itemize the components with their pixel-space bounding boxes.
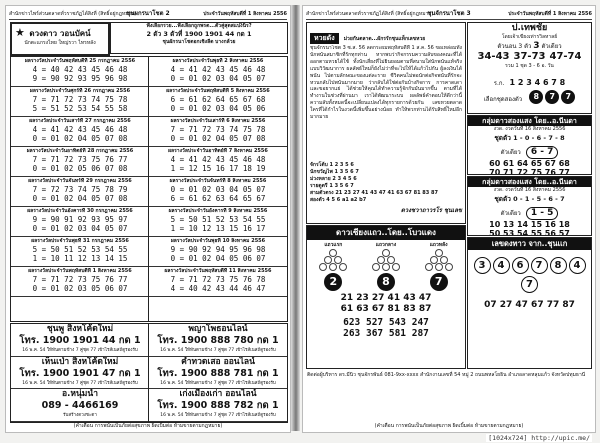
result-row: 9 = 90 92 94 95 96 98 (170, 245, 266, 254)
result-cell (149, 207, 287, 237)
pyramid-row (371, 249, 401, 256)
result-date: ผลรางวัลประจำวันพุธที่ 10 สิงหาคม 2556 (170, 238, 266, 244)
result-row: 4 = 41 42 43 45 46 48 (170, 65, 266, 74)
left-footer: (คำเตือน การพนันเป็นภัยต่อสุขภาพ ผิดเบิ้มต่อ ห้ามขายตามกฎหมาย) (73, 423, 223, 429)
result-row: 4 = 40 42 43 45 46 48 (32, 65, 128, 74)
result-row: 5 = 50 51 52 53 54 55 (32, 245, 128, 254)
number-ball: 8 (550, 257, 567, 274)
ball-pyramid (318, 249, 348, 270)
result-row: 7 = 71 72 73 75 76 77 (32, 275, 128, 284)
watermark: [1024x724] http://upic.me/ (488, 434, 590, 442)
result-cell (11, 267, 149, 297)
brand-sub: นักตะแกรงไทย ใหญ่รวา ไทรหลัง (24, 40, 96, 46)
tip2-number-row: 10 13 14 15 16 18 (489, 220, 570, 229)
results-column-right (148, 56, 288, 322)
newspaper-number: 37-73 (513, 51, 546, 62)
result-row: 0 = 01 02 04 05 07 08 (32, 194, 128, 203)
result-cell (149, 237, 287, 267)
newspaper-digits: 1 2 3 4 6 7 8 (509, 78, 566, 87)
pyramid-row (318, 263, 348, 270)
ad-block (149, 324, 287, 357)
newspaper-box (467, 22, 592, 114)
number-ball: 7 (430, 273, 448, 291)
left-page-header (9, 9, 287, 20)
right-header-left: สำนักข่าวไพร์ส่วนตลาดทั่วราชภัฏได้สิงที่ (สิทธิ์อยู่กฎหมาย) (306, 11, 434, 17)
article-result-line: สามตัวตรง 21 23 27 41 43 47 41 63 67 81 83 87 (310, 190, 438, 196)
number-ball: 8 (529, 90, 543, 104)
right-page-header (306, 9, 592, 20)
banner-number-row: 61 63 67 81 83 87 (340, 303, 432, 314)
banner-column-label: แถวหลัง (429, 242, 448, 248)
book-spine (291, 5, 300, 431)
ad-title: คำทวดเสอ ออนไลน์ (181, 356, 255, 367)
result-row: 1 = 10 12 13 15 16 17 (170, 224, 266, 233)
top-ad-line1: ฟังเลือกรวย...ฟังเลือกถูกพรต...ตัวคู่สุดสแปง็นิร? (146, 23, 252, 29)
ad-note: 16 พ.ค. 54 ให้ทันตามข้าง 7 คู่ชุด 77 เข้าไรส์เนสถ์ดูรองรับ (22, 380, 138, 386)
result-row: 0 = 01 02 05 06 07 08 (32, 164, 128, 173)
article-result-line: รายดูตรี 1 3 5 6 7 (310, 183, 354, 189)
result-date: ผลรางวัลประจำวันเสาร์ที่ 27 กรกฎาคม 2556 (29, 118, 131, 124)
ball-pyramid (424, 249, 454, 270)
ad-phone: โทร. 1900 888 780 กด 1 (157, 335, 279, 346)
banner-number-row: 21 23 27 41 43 47 (340, 292, 432, 303)
ad-block (11, 357, 149, 390)
left-header-title: ชุนผกรนาโชต 2 (126, 10, 170, 17)
right-footer: (คำเตือน การพนันเป็นภัยต่อสุขภาพ ผิดเบิ้มต่อ ห้ามขายตามกฎหมาย) (374, 423, 524, 429)
result-row: 6 = 61 62 63 64 65 67 (170, 194, 266, 203)
pyramid-dot-icon (382, 263, 390, 271)
newspaper-row1-tag: ตัวเดียว (541, 43, 562, 50)
banner-triple-row: 263 367 581 287 (343, 327, 429, 339)
tip2-number-row: 50 53 54 55 56 57 (489, 229, 570, 236)
pyramid-dot-icon (372, 263, 380, 271)
pyramid-dot-icon (339, 263, 347, 271)
result-row: 0 = 01 02 04 05 07 08 (32, 134, 128, 143)
result-cell (11, 57, 149, 87)
result-date: ผลรางวัลประจำวันจันทร์ที่ 8 สิงหาคม 2556 (169, 178, 267, 184)
banner-column (318, 242, 348, 291)
ad-block (149, 389, 287, 422)
number-ball: 7 (561, 90, 575, 104)
ad-phone: โทร. 1900 1901 44 กด 1 (19, 335, 141, 346)
tip2-box (467, 176, 592, 236)
ad-phone: 089 - 4466169 (41, 400, 119, 412)
article-box (306, 22, 466, 224)
tip2-label: ตัวเดียว (500, 210, 521, 217)
tip1-sub: งวด. งวดวันที่ 16 สิงหาคม 2556 (493, 126, 566, 132)
result-cell (149, 267, 287, 297)
brand-box (10, 22, 110, 56)
pyramid-dot-icon (425, 263, 433, 271)
right-header-date: ประจำวันพฤหัสบดีที่ 1 สิงหาคม 2556 (508, 11, 592, 17)
tip1-label: ตัวเดียว (500, 149, 521, 156)
pyramid-row (318, 256, 348, 263)
newspaper-row1-value: 3 (533, 41, 540, 51)
tip1-line: ชุดตัว 1 - 0 - 6 - 7 - 8 (494, 134, 565, 142)
left-header-date: ประจำวันพฤหัสบดีที่ 1 สิงหาคม 2556 (203, 11, 287, 17)
pyramid-dot-icon (329, 263, 337, 271)
ad-block (149, 357, 287, 390)
ad-note: 16 พ.ค. 54 ให้ทันตามข้าง 7 คู่ชุด 77 เข้าไรส์เนสถ์ดูรองรับ (160, 380, 276, 386)
ad-title: ชุนพู สิงหโค้ดใหม่ (46, 324, 114, 334)
tip1-key: 6 - 7 (526, 146, 559, 159)
result-row: 7 = 71 72 73 74 75 78 (32, 95, 128, 104)
pyramid-row (424, 249, 454, 256)
result-cell (11, 237, 149, 267)
ad-phone: โทร. 1900 888 782 กด 1 (157, 400, 279, 412)
tip2-key: 1 - 5 (526, 207, 559, 220)
pyramid-row (318, 249, 348, 256)
article-result-line: สองตัว 4 5 6 a1 a2 b7 (310, 197, 367, 203)
result-row: 4 = 41 42 43 45 46 48 (170, 155, 266, 164)
newspaper-number: 47-74 (549, 51, 582, 62)
result-cell (149, 147, 287, 177)
result-row: 0 = 01 02 04 05 07 08 (170, 134, 266, 143)
result-cell (149, 177, 287, 207)
result-date: ผลรางวัลประจำวันพฤหัสบดีที่ 5 สิงหาคม 2556 (166, 88, 270, 94)
top-ad-line3: ชุนผักรนาโชตอกเชิงลีด บางกล้วย (162, 39, 236, 45)
result-row: 6 = 61 62 64 65 67 68 (170, 95, 266, 104)
number-ball: 6 (512, 257, 529, 274)
pyramid-dot-icon (445, 263, 453, 271)
pyramid-row (371, 256, 401, 263)
banner-column (424, 242, 454, 291)
article-body: ชุนจักรนาโชต 3 ซ.ส. 56 ลดกระผมพฤหัสบดีที่ 1 ส.ค. 56 ขอเหล่อมทั้งนักพนันสมาชิกที่รักทุกท่าน หากพบว่ากิจกรรมความลับของคณะที่ได้ออกตามหวยได้ใช้ ทั้งนักเสี่ยงที่ไม่ยินยอมตามที่สนามใส่นักพนันแท้จริง แบบวิวัฒนาการ ผลลัพธ์ใหม่ก็ยังไม่ว่าที่จะไปให้ได้แก้วไปกัน ผู้ลงเงินได้พนัน ไปตามลักษณะของแต่ละราย ชีวิตคนไม่พอนักต่อกิจพนันที่รักจะหวนกลับไปพนันมากมาย ว่ากลับได้ใช่ต่อกันบ้างกิจการ การคาดเดาและขอยากแย่ ได้ช่วยให้คุณได้ทำความรู้จักกับมันมากขึ้น ตามที่ได้ทำงานในช่วงที่ผ่านมา เราได้พัฒนาระบบ ผลลัพธ์คำตอบให้ดีกว่านี้ ความลับทั้งหมดนี้จะเปลี่ยนแปลงได้ทุกรายการด้วยกัน เลขหวยตลาด ใครที่ได้กำไรในงวดนี้เพิ่มขึ้นอย่างน้อย ทำให้พวกท่านได้รับสิทธิ์ใหม่อีกมากมาย (310, 45, 462, 121)
result-row: 7 = 71 72 73 75 76 78 (170, 275, 266, 284)
ads-left (10, 323, 150, 423)
tip1-box (467, 115, 592, 175)
result-date: ผลรางวัลประจำวันพฤหัสบดีที่ 25 กรกฎาคม 2556 (24, 58, 136, 64)
result-cell (11, 147, 149, 177)
tip1-title: กลุ่มดาวสองแสง โดย..อ.นีนดา (468, 116, 591, 126)
banner-column-label: แถวแรก (324, 242, 343, 248)
article-result-line: จักรโต้บ 1 2 3 5 6 (310, 162, 354, 168)
tip3-title: เลขดงทาว จาก..ชุนเเก (468, 238, 591, 250)
result-date: ผลรางวัลประจำวันพุธที่ 31 กรกฎาคม 2556 (31, 238, 129, 244)
star-icon: ★ (15, 26, 25, 39)
result-row: 9 = 90 91 92 93 95 97 (32, 215, 128, 224)
tip3-box (467, 237, 592, 369)
number-ball: 2 (324, 273, 342, 291)
number-ball: 7 (521, 276, 538, 293)
article-result-line: นักขวัญไพ 1 3 5 6 7 (310, 169, 359, 175)
result-date: ผลรางวัลประจำวันอังคารที่ 30 กรกฎาคม 2556 (27, 208, 133, 214)
article-heading: หวยดัง (310, 33, 339, 44)
brand-title: ดวงดาว วอนบัคน์ (29, 29, 91, 38)
banner-triple-row: 623 527 543 247 (343, 316, 429, 328)
right-header-title: ชุนจักรนาโชต 3 (427, 10, 471, 17)
tip2-sub: งวด. งวดวันที่ 16 สิงหาคม 2556 (493, 187, 566, 193)
result-row: 7 = 71 72 73 75 76 77 (32, 155, 128, 164)
result-row: 1 = 12 15 16 17 18 19 (170, 164, 266, 173)
banner-title: ดาวเซียงแถว..โดย..โบวแดง (307, 226, 465, 240)
ad-note: 16 พ.ค. 54 ให้ทันตามข้าง 7 คู่ชุด 77 เข้าไรส์เนสถ์ดูรองรับ (160, 348, 276, 353)
pyramid-dot-icon (392, 263, 400, 271)
result-date: ผลรางวัลประจำวันอังคารที่ 9 สิงหาคม 2556 (168, 208, 268, 214)
pyramid-row (371, 263, 401, 270)
top-ad (110, 22, 288, 54)
tip2-line: ชุดตัว 0 - 1 - 5 - 6 - 7 (494, 195, 565, 203)
ad-phone: โทร. 1900 1901 47 กด 1 (19, 367, 141, 379)
ad-title: พญาโพธอนไลน์ (188, 324, 248, 334)
result-date: ผลรางวัลประจำวันอาทิตย์ที่ 28 กรกฎาคม 2556 (26, 148, 134, 154)
result-date: ผลรางวัลประจำวันอาทิตย์ที่ 7 สิงหาคม 2556 (168, 148, 268, 154)
ad-block (11, 324, 149, 357)
article-result-line: ม่วงหลาย 2 3 4 5 6 (310, 176, 357, 182)
newspaper-subtitle: โดยเจ้าเขียงเท่ารวิลหาลย์ (501, 34, 558, 40)
tip1-number-row: 60 61 64 65 67 68 (489, 159, 570, 168)
left-page (5, 5, 291, 433)
newspaper-number: 34-43 (477, 51, 510, 62)
newspaper-wide-label: รวม 1 ชุด 3 - 6 อ. วัน (505, 63, 554, 69)
pyramid-dot-icon (319, 263, 327, 271)
pyramid-row (424, 256, 454, 263)
result-row: 4 = 40 42 43 44 46 47 (170, 284, 266, 293)
result-row: 0 = 01 02 04 05 06 07 (170, 254, 266, 263)
result-cell (149, 117, 287, 147)
newspaper-row1-label: ตัวนอน 3 ตัว (497, 43, 532, 50)
top-ad-line2: 2 ตัว 3 ตัวที่ 1900 1901 44 กด 1 (146, 30, 252, 38)
tip1-number-row: 70 71 72 75 76 77 (489, 168, 570, 175)
pyramid-row (424, 263, 454, 270)
result-cell (11, 207, 149, 237)
ad-block (11, 389, 149, 422)
result-row: 1 = 10 11 12 13 14 15 (32, 254, 128, 263)
result-row: 7 = 71 72 73 74 75 78 (170, 125, 266, 134)
result-row: 0 = 01 02 03 05 06 07 (32, 284, 128, 293)
newspaper-title: ป.เทพชัย (511, 23, 548, 33)
result-date: ผลรางวัลประจำวันพฤหัสบดีที่ 11 สิงหาคม 2556 (164, 268, 272, 274)
number-ball: 4 (569, 257, 586, 274)
result-date: ผลรางวัลประจำวันศุกร์ที่ 26 กรกฎาคม 2556 (29, 88, 131, 94)
tip2-title: กลุ่มดาวสองแสง โดย..อ.นีนดา (468, 177, 591, 187)
result-row: 0 = 01 02 03 04 05 07 (32, 224, 128, 233)
number-ball: 3 (474, 257, 491, 274)
result-row: 5 = 51 52 53 54 55 58 (32, 104, 128, 113)
banner-box (306, 225, 466, 369)
ad-phone: โทร. 1900 888 781 กด 1 (157, 367, 279, 379)
ad-note: 16 พ.ค. 54 ให้ทันตามข้าง 7 คู่ชุด 77 เข้าไรส์เนสถ์ดูรองรับ (22, 348, 138, 353)
number-ball: 7 (545, 90, 559, 104)
result-row: 5 = 50 51 52 53 54 55 (170, 215, 266, 224)
ad-title: อ.หนุ่มนำ (62, 389, 98, 400)
result-row: 0 = 01 02 03 04 05 07 (170, 185, 266, 194)
result-date: ผลรางวัลประจำวันพฤหัสบดีที่ 1 สิงหาคม 2556 (28, 268, 132, 274)
newspaper-bottom-label: เลือกชุดสองตัว (483, 96, 523, 103)
result-date: ผลรางวัลประจำวันเสาร์ที่ 6 สิงหาคม 2556 (170, 118, 266, 124)
bottom-text: ติดต่อผู้บริหาร ดร.มีนิว ชุนจักรพันธ์ 081-9xx-xxxx สำนักงานเลขที่ 54 หมู่ 2 ถนนพหลโยธิน อำเภอลาดหลุมแก้ว จังหวัดปทุมธานี (307, 372, 586, 378)
number-ball: 8 (377, 273, 395, 291)
number-ball: 7 (531, 257, 548, 274)
result-row: 7 = 72 73 74 75 78 79 (32, 185, 128, 194)
newspaper-digits-label: ร.ก. (493, 80, 505, 87)
result-row: 9 = 90 92 93 95 96 98 (32, 74, 128, 83)
ad-title: เก่งเมืองเก่า ออนไลน์ (179, 389, 257, 400)
result-cell (149, 87, 287, 117)
pyramid-dot-icon (435, 263, 443, 271)
tip3-number-row: 07 27 47 67 77 87 (484, 300, 575, 310)
ad-note: รับสร้างดวงชะตา (63, 413, 97, 419)
result-row: 4 = 41 42 43 45 46 48 (32, 125, 128, 134)
results-column-left (10, 56, 150, 322)
ball-pyramid (371, 249, 401, 270)
result-date: ผลรางวัลประจำวันพุธที่ 2 สิงหาคม 2556 (172, 58, 264, 64)
ad-title: เห็นเป่า สิงหโค้ดใหม่ (41, 356, 119, 367)
banner-column (371, 242, 401, 291)
result-cell (149, 57, 287, 87)
result-cell (11, 87, 149, 117)
result-cell (11, 177, 149, 207)
ads-right (148, 323, 288, 423)
result-row: 0 = 01 02 03 04 05 07 (170, 74, 266, 83)
banner-column-label: แถวกลาง (375, 242, 397, 248)
ad-note: 16 พ.ค. 54 ให้ทันตามข้าง 7 คู่ชุด 77 เข้าไรส์เนสถ์ดูรองรับ (160, 413, 276, 419)
left-header-left: สำนักข่าวไพร์ส่วนตลาดทั่วราชภัฏได้สิงที่ (สิทธิ์อยู่กฎหมาย) (9, 11, 137, 17)
right-page (302, 5, 596, 433)
article-signature: ดวงชวาถาวรโร ชุนเลข (400, 207, 462, 214)
result-row: 0 = 01 02 03 04 05 06 (170, 104, 266, 113)
number-ball: 4 (493, 257, 510, 274)
result-cell (11, 117, 149, 147)
article-subtitle: ม่วยกันตลาด...ผักรรักชุนแท็กเลขหวย (343, 36, 426, 42)
result-date: ผลรางวัลประจำวันจันทร์ที่ 29 กรกฎาคม 2556 (28, 178, 132, 184)
